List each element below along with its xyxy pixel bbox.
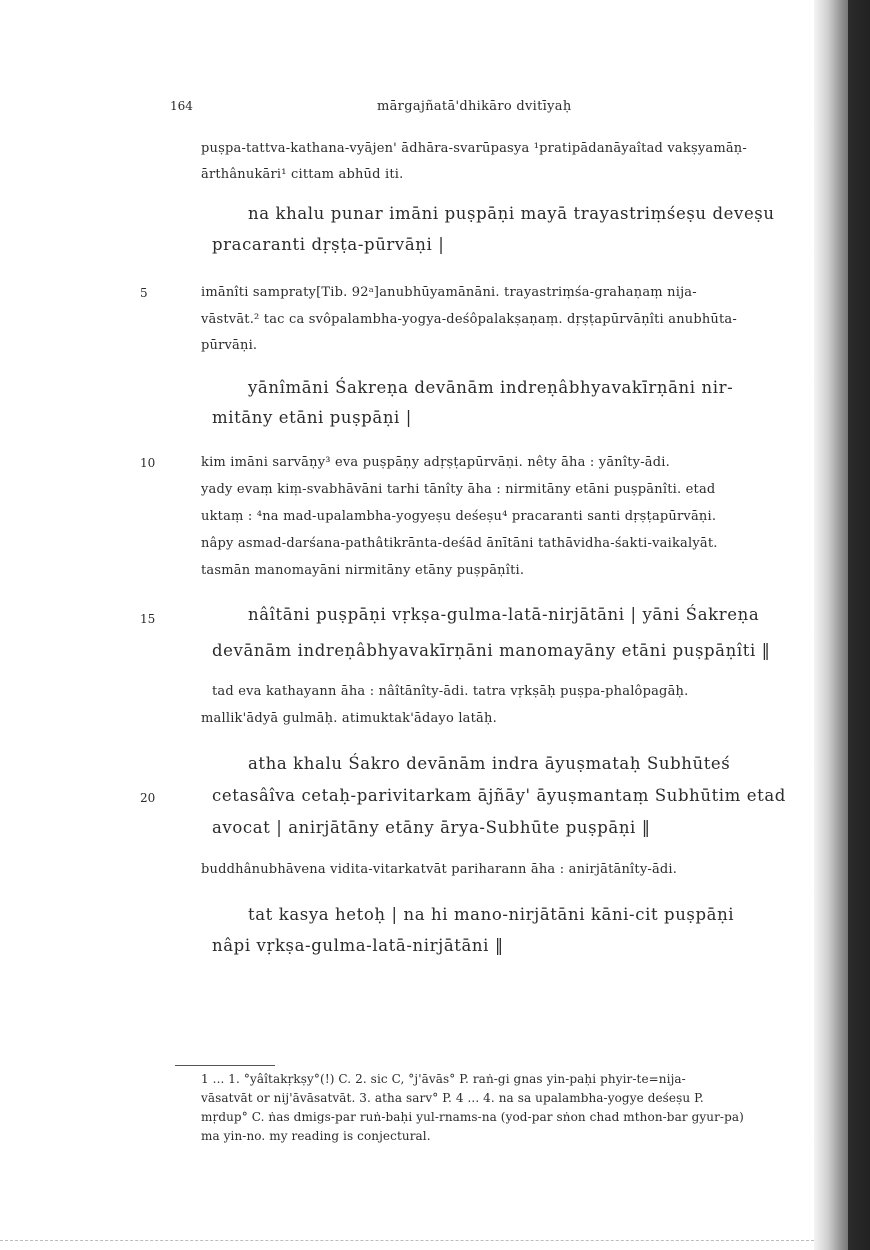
commentary-line: ārthânukāri¹ cittam abhūd iti.	[201, 167, 404, 182]
book-gutter-edge	[848, 0, 870, 1250]
verse-line: avocat | anirjātāny etāny ārya-Subhūte puṣpāṇi ‖	[212, 818, 651, 837]
line-number: 15	[140, 612, 156, 626]
commentary-line: pūrvāṇi.	[201, 338, 258, 353]
footnote-rule	[175, 1065, 275, 1066]
commentary-line: nâpy asmad-darśana-pathâtikrānta-deśād ānītāni tathāvidha-śakti-vaikalyāt.	[201, 536, 718, 551]
commentary-line: puṣpa-tattva-kathana-vyājen' ādhāra-svarūpasya ¹pratipādanāyaîtad vakṣyamāṇ-	[201, 141, 747, 156]
verse-line: pracaranti dṛṣṭa-pūrvāṇi |	[212, 235, 445, 254]
line-number: 20	[140, 791, 156, 805]
line-number: 10	[140, 456, 156, 470]
commentary-line: mallik'ādyā gulmāḥ. atimuktak'ādayo latāḥ.	[201, 711, 497, 726]
commentary-line: kim imāni sarvāṇy³ eva puṣpāṇy adṛṣṭapūrvāṇi. nêty āha : yānîty-ādi.	[201, 455, 670, 470]
commentary-line: yady evaṃ kiṃ-svabhāvāni tarhi tānîty āha : nirmitāny etāni puṣpānîti. etad	[201, 482, 716, 497]
footnote-line: 1 ... 1. °yâîtakṛkṣy°(!) C. 2. sic C, °j'āvās° P. raṅ-gi gnas yin-paḥi phyir-te=nija-	[201, 1072, 686, 1086]
verse-line: mitāny etāni puṣpāṇi |	[212, 408, 412, 427]
footnote-line: ma yin-no. my reading is conjectural.	[201, 1129, 431, 1143]
verse-line: tat kasya hetoḥ | na hi mano-nirjātāni kāni-cit puṣpāṇi	[248, 905, 735, 924]
line-number: 5	[140, 286, 148, 300]
commentary-line: buddhânubhāvena vidita-vitarkatvāt pariharann āha : anirjātānîty-ādi.	[201, 862, 678, 877]
commentary-line: tad eva kathayann āha : nâîtānîty-ādi. tatra vṛkṣāḥ puṣpa-phalôpagāḥ.	[212, 684, 689, 699]
verse-line: na khalu punar imāni puṣpāṇi mayā trayastriṃśeṣu deveṣu	[248, 204, 775, 223]
running-title: mārgajñatā'dhikāro dvitīyaḥ	[377, 99, 572, 114]
page-number: 164	[170, 99, 193, 113]
page-bottom-edge	[0, 1240, 814, 1242]
verse-line: cetasâîva cetaḥ-parivitarkam ājñāy' āyuṣmantaṃ Subhūtim etad	[212, 786, 786, 805]
footnote-line: mṛdup° C. ṅas dmigs-par ruṅ-baḥi yul-rnams-na (yod-par sṅon chad mthon-bar gyur-pa)	[201, 1110, 744, 1124]
verse-line: yānîmāni Śakreṇa devānām indreṇâbhyavakīrṇāni nir-	[248, 378, 734, 397]
verse-line: atha khalu Śakro devānām indra āyuṣmataḥ Subhūteś	[248, 754, 731, 773]
commentary-line: vāstvāt.² tac ca svôpalambha-yogya-deśôpalakṣaṇaṃ. dṛṣṭapūrvāṇîti anubhūta-	[201, 312, 737, 327]
commentary-line: uktaṃ : ⁴na mad-upalambha-yogyeṣu deśeṣu⁴ pracaranti santi dṛṣṭapūrvāṇi.	[201, 509, 717, 524]
footnote-line: vāsatvāt or nij'āvāsatvāt. 3. atha sarv° P. 4 ... 4. na sa upalambha-yogye deśeṣu P.	[201, 1091, 704, 1105]
verse-line: nâpi vṛkṣa-gulma-latā-nirjātāni ‖	[212, 936, 504, 955]
commentary-line: tasmān manomayāni nirmitāny etāny puṣpāṇîti.	[201, 563, 525, 578]
verse-line: devānām indreṇâbhyavakīrṇāni manomayāny etāni puṣpāṇîti ‖	[212, 641, 771, 660]
verse-line: nâîtāni puṣpāṇi vṛkṣa-gulma-latā-nirjātāni | yāni Śakreṇa	[248, 605, 760, 624]
commentary-line: imānîti sampraty[Tib. 92ᵃ]anubhūyamānāni. trayastriṃśa-grahaṇaṃ nija-	[201, 285, 697, 300]
